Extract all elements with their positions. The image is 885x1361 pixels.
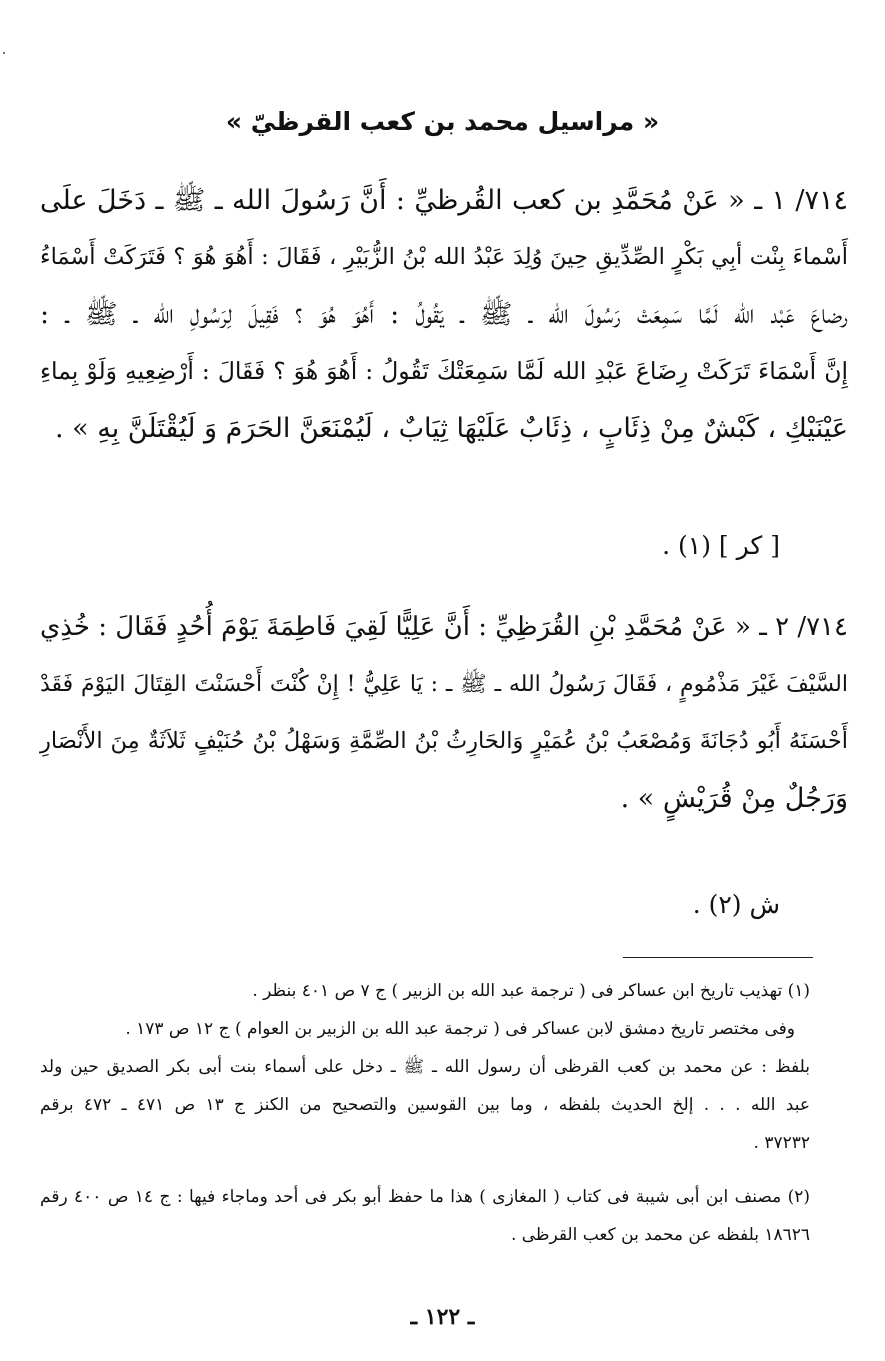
hadith-1-line: عَيْنَيْكِ ، كَبْشٌ مِنْ ذِئَابٍ ، ذِئَابٌ عَلَيْهَا ثِيَابٌ ، لَيُمْنَعَنَّ الحَرَمَ وَ لَيُقْتَلَنَّ بِهِ » . (54, 413, 848, 444)
hadith-1-line: ٧١٤/ ١ ـ « عَنْ مُحَمَّدِ بن كعب القُرظيِّ : أَنَّ رَسُولَ الله ـ ﷺ ـ دَخَلَ علَى (40, 185, 848, 216)
hadith-1-line: رضاعَ عَبْد الله لَمَّا سَمِعَتْ رَسُولَ الله ـ ﷺ ـ يَقُولُ : أَهُوَ هُوَ ؟ فَقِيلَ لِرَسُولِ الله ـ ﷺ ـ : (40, 299, 848, 330)
section-title: « مراسيل محمد بن كعب القرظيّ » (225, 107, 660, 136)
hadith-2-line: أَحْسَنَهُ أَبُو دُجَانَةَ وَمُصْعَبُ بْنُ عُمَيْرٍ وَالحَارِثُ بْنُ الصِّمَّةِ وَسَهْلُ بْنُ حُنَيْفٍ ثَلاَثَةٌ مِنَ الأَنْصَارِ (40, 728, 848, 754)
footnote-2-line: ١٨٦٢٦ بلفظه عن محمد بن كعب القرظى . (510, 1225, 810, 1245)
footnote-2-line: (٢) مصنف ابن أبى شيبة فى كتاب ( المغازى ) هذا ما حفظ أبو بكر فى أحد وماجاء فيها : ج ١٤ ص ٤٠٠ رقم (40, 1187, 810, 1207)
hadith-1 (40, 172, 848, 457)
scan-speck (3, 52, 5, 54)
footnote-1-line: (١) تهذيب تاريخ ابن عساكر فى ( ترجمة عبد الله بن الزبير ) ج ٧ ص ٤٠١ بنظر . (252, 981, 810, 1001)
hadith-2-line: وَرَجُلٌ مِنْ قُرَيْشٍ » . (620, 783, 848, 814)
page-number: ـ ١٢٢ ـ (410, 1304, 475, 1330)
footnotes (40, 972, 810, 1254)
footnote-1-continuation-line: ٣٧٢٣٢ . (753, 1133, 810, 1153)
hadith-1-line: أَسْماءَ بِنْت أبِي بَكْرٍ الصِّدِّيقِ حِينَ وُلِدَ عَبْدُ الله بْنُ الزُّبَيْرِ ، فَقَالَ : أَهُوَ هُوَ ؟ فَتَرَكَتْ أَسْمَاءُ (40, 244, 848, 270)
footnote-1-continuation-line: بلفظ : عن محمد بن كعب القرظى أن رسول الله ـ ﷺ ـ دخل على أسماء بنت أبى بكر الصديق حين ولد (40, 1057, 810, 1077)
hadith-1-source-ref: [ كر ] (١) . (662, 531, 780, 560)
hadith-2-source-ref: ش (٢) . (692, 890, 780, 919)
hadith-2-line: السَّيْفَ غَيْرَ مَذْمُومٍ ، فَقَالَ رَسُولُ الله ـ ﷺ ـ : يَا عَلِيُّ ! إِنْ كُنْتَ أَحْسَنْتَ القِتَالَ اليَوْمَ فَقَدْ (40, 672, 848, 697)
footnote-1-continuation-line: وفى مختصر تاريخ دمشق لابن عساكر فى ( ترجمة عبد الله بن الزبير بن العوام ) ج ١٢ ص ١٧٣ . (125, 1019, 795, 1039)
hadith-1-line: إِنَّ أَسْمَاءَ تَرَكَتْ رِضَاعَ عَبْدِ الله لَمَّا سَمِعَتْكَ تَقُولُ : أَهُوَ هُوَ ؟ فَقَالَ : أَرْضِعِيهِ وَلَوْ بِماءِ (40, 357, 848, 385)
footnote-separator (623, 957, 813, 958)
footnote-1-continuation-line: عبد الله . . . إلخ الحديث بلفظه ، وما بين القوسين والتصحيح من الكنز ج ١٣ ص ٤٧١ ـ ٤٧٢ برقم (40, 1095, 810, 1115)
hadith-2-line: ٧١٤/ ٢ ـ « عَنْ مُحَمَّدِ بْنِ القُرَظِيِّ : أَنَّ عَلِيًّا لَقِيَ فَاطِمَةَ يَوْمَ أُحُدٍ فَقَالَ : خُذِي (39, 612, 848, 642)
hadith-2 (40, 599, 848, 827)
